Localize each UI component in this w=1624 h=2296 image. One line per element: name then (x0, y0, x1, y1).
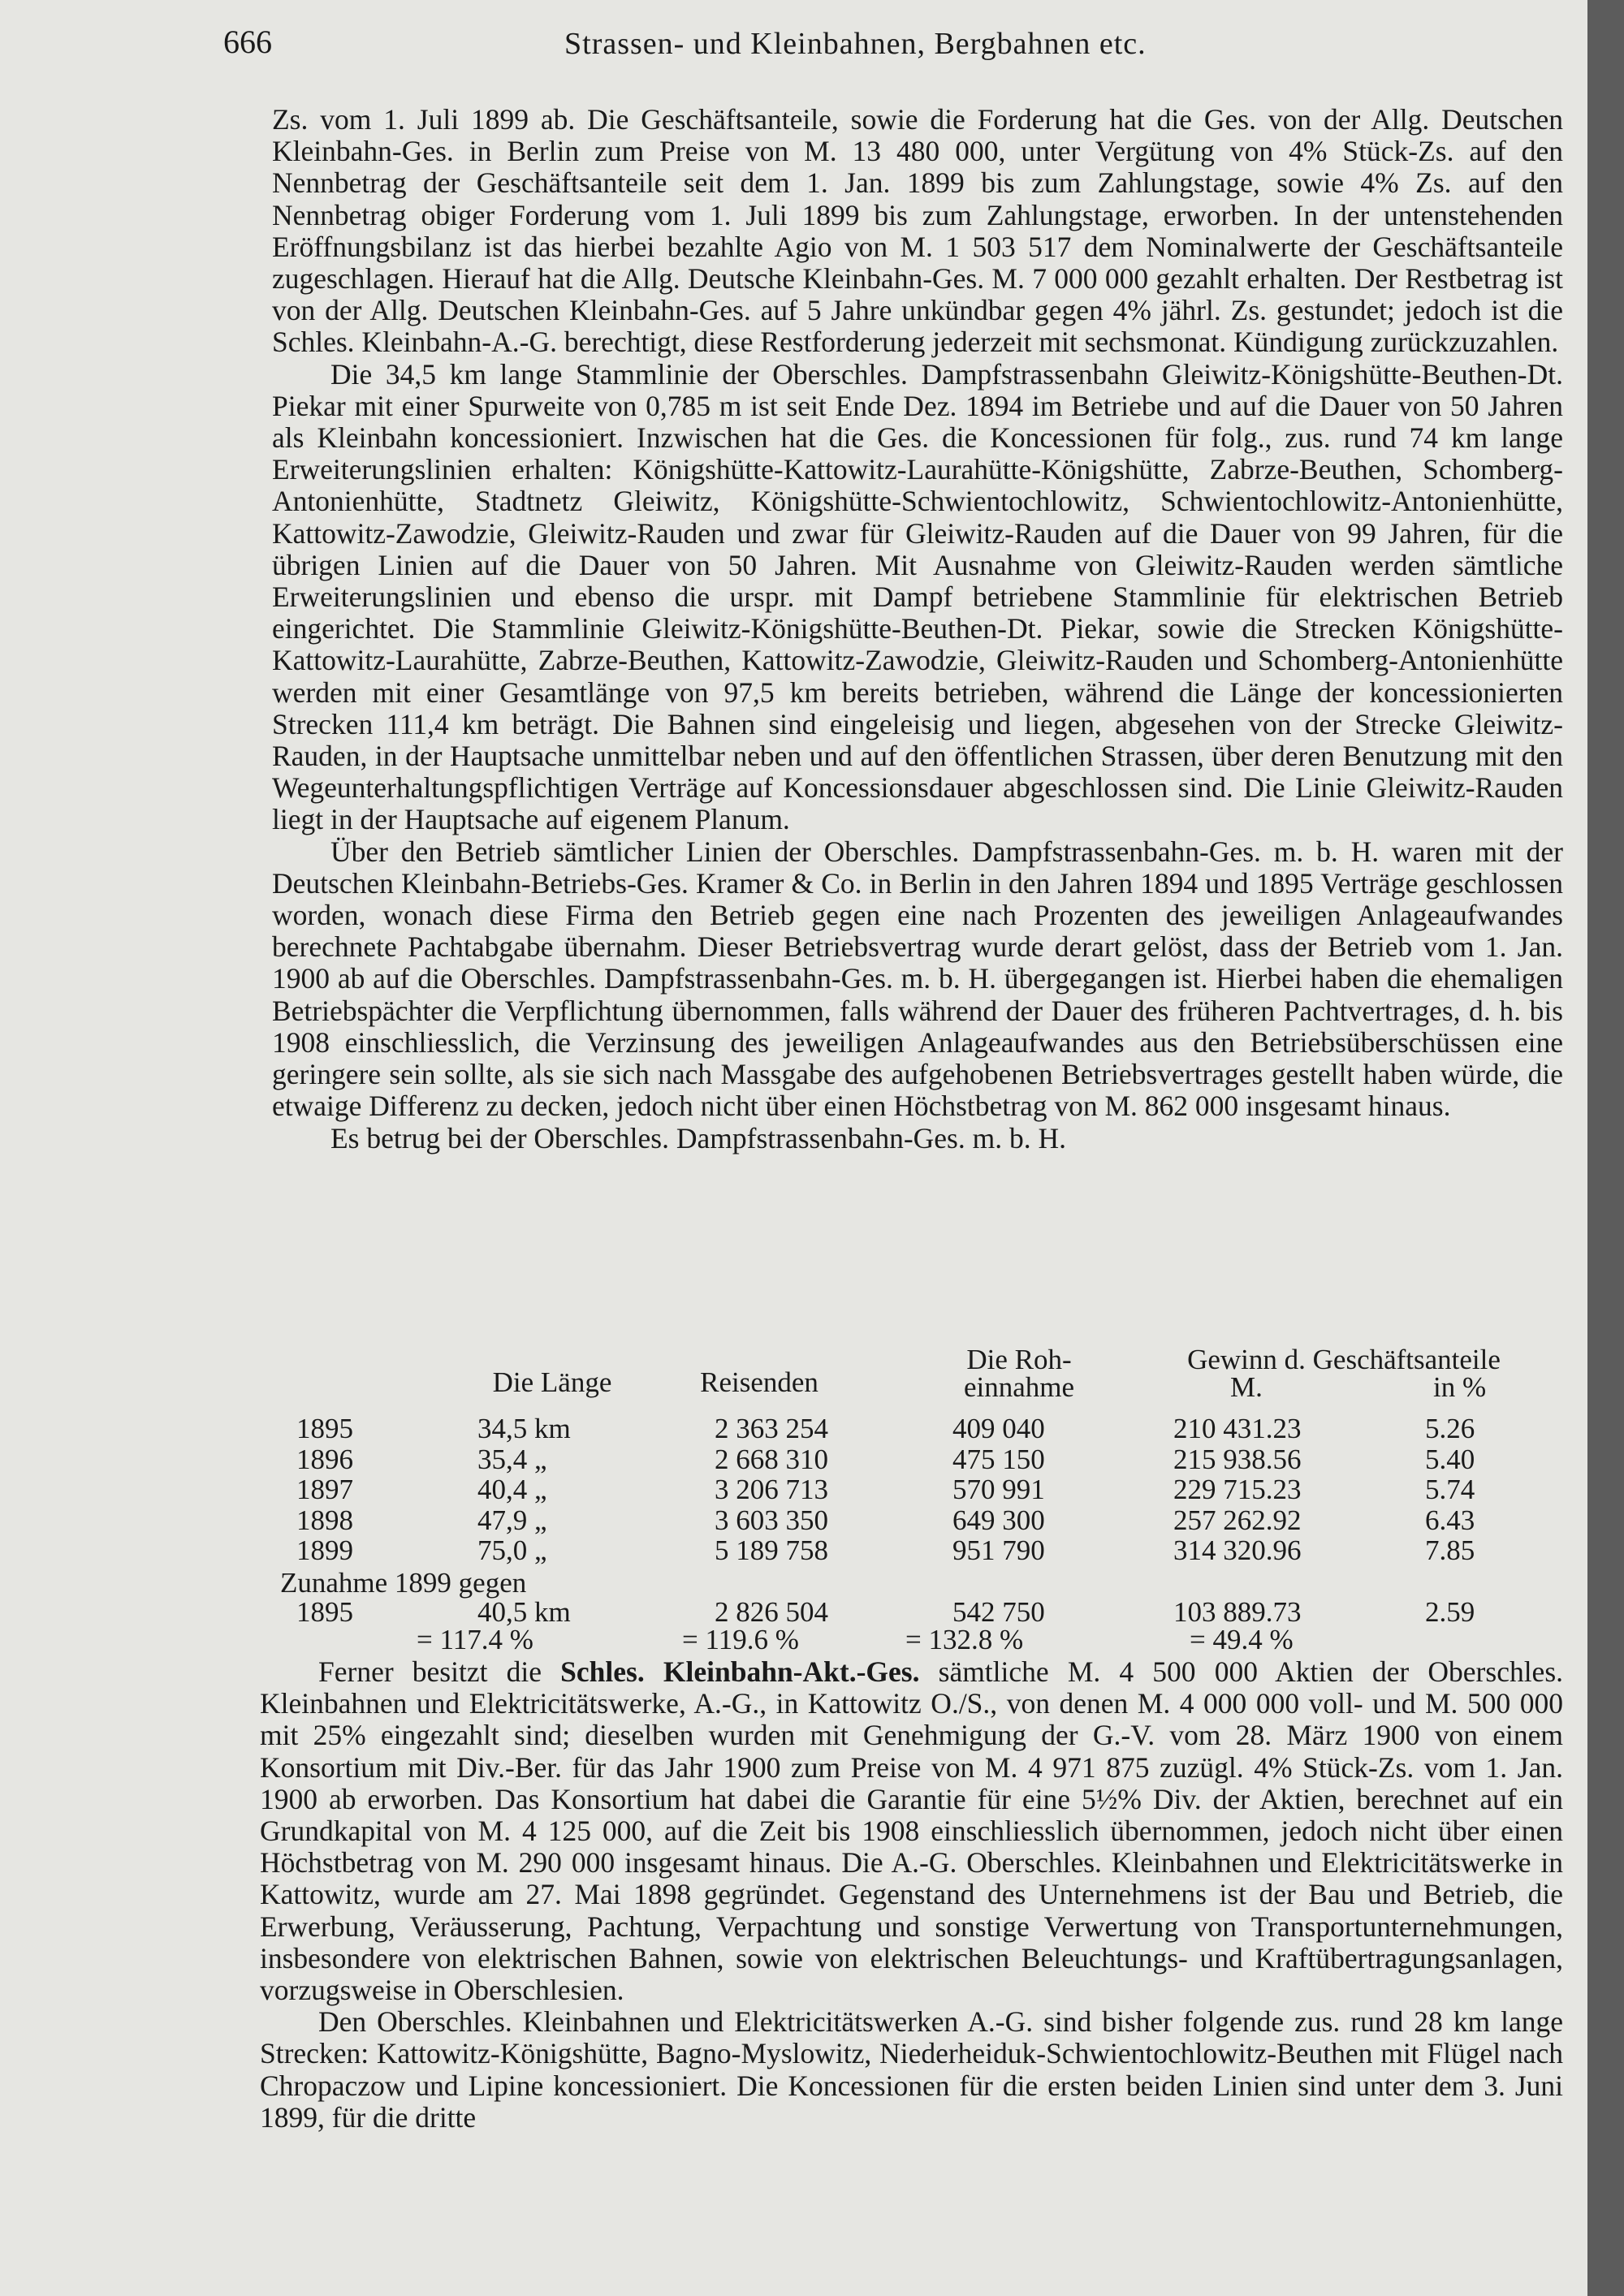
header-rohe-inahme (922, 1346, 1116, 1401)
increase-roh: 542 750 (952, 1596, 1045, 1628)
header-laenge: Die Länge (492, 1366, 612, 1398)
paragraph-ferner (260, 1656, 1563, 2006)
increase-label-row (272, 1567, 1571, 1598)
paragraph-es-betrug: Es betrug bei der Oberschles. Dampfstrassenbahn-Ges. m. b. H. (330, 1121, 1066, 1154)
ferner-rest: sämtliche M. 4 500 000 Aktien der Oberschles. Kleinbahnen und Elektricitätswerke, A.-G., in Kattowitz O./S., von denen M. 4 000 000 voll- und M. 500 000 mit 25% eingezahlt sind; dieselben wurden mit Genehmigung der G.-V. vom 28. März 1900 von einem Konsortium mit Div.-Ber. für das Jahr 1900 zum Preise von M. 4 971 875 zuzügl. 4% Stück-Zs. vom 1. Jan. 1900 ab erworben. Das Konsortium hat dabei die Garantie für eine 5½% Div. der Aktien, berechnet auf ein Grundkapital von M. 4 125 000, auf die Zeit bis 1908 einschliesslich übernommen, jedoch nicht über einen Höchstbetrag von M. 290 000 insgesamt hinaus. Die A.-G. Oberschles. Kleinbahnen und Elektricitätswerke in Kattowitz, wurde am 27. Mai 1898 gegründet. Gegenstand des Unternehmens ist der Bau und Betrieb, die Erwerbung, Veräusserung, Pachtung, Verpachtung und sonstige Verwertung von Transportunternehmungen, insbesondere von elektrischen Bahnen, sowie von elektrischen Beleuchtungs- und Kraftübertragungsanlagen, vorzugsweise in Oberschlesien. (260, 1655, 1564, 2007)
scan-edge (1587, 0, 1624, 2296)
cell-reisenden: 5 189 758 (715, 1534, 828, 1566)
increase-label: Zunahme 1899 gegen (280, 1567, 527, 1599)
cell-gewinn: 210 431.23 (1173, 1413, 1302, 1444)
statistics-table (272, 1344, 1571, 1655)
cell-length: 75,0 „ (477, 1534, 547, 1566)
increase-reisenden: 2 826 504 (715, 1596, 828, 1628)
cell-reisenden: 3 206 713 (715, 1474, 828, 1505)
cell-year: 1895 (296, 1413, 353, 1444)
header-gewinn-m: M. (1230, 1371, 1263, 1403)
table-row (272, 1504, 1571, 1535)
increase-gewinn: 103 889.73 (1173, 1596, 1302, 1628)
body-text-top (272, 104, 1563, 1154)
table-row (272, 1534, 1571, 1565)
company-name: Schles. Kleinbahn-Akt.-Ges. (560, 1655, 920, 1688)
cell-roh: 951 790 (952, 1534, 1045, 1566)
increase-pct-row (272, 1624, 1571, 1655)
paragraph-strecken: Den Oberschles. Kleinbahnen und Elektricitätswerken A.-G. sind bisher folgende zus. rund 28 km lange Strecken: Kattowitz-Königshütte, Bagno-Myslowitz, Niederheiduk-Schwientochlowitz-Beuthen mit Flügel nach Chropaczow und Lipine koncessioniert. Die Koncessionen für die ersten beiden Linien sind unter dem 3. Juni 1899, für die dritte (260, 2005, 1563, 2134)
cell-year: 1896 (296, 1443, 353, 1475)
cell-gewinn: 215 938.56 (1173, 1443, 1302, 1475)
header-gewinn-pct: in % (1433, 1371, 1487, 1403)
header-roh-line1: Die Roh- (966, 1344, 1072, 1375)
cell-pct: 5.74 (1425, 1474, 1475, 1505)
increase-year: 1895 (296, 1596, 353, 1628)
increase-pct-length: = 117.4 % (417, 1624, 533, 1655)
cell-reisenden: 2 363 254 (715, 1413, 828, 1444)
table-row (272, 1474, 1571, 1504)
cell-length: 34,5 km (477, 1413, 571, 1444)
header-reisenden: Reisenden (700, 1366, 818, 1398)
cell-gewinn: 257 262.92 (1173, 1504, 1302, 1536)
increase-row (272, 1596, 1571, 1627)
cell-pct: 6.43 (1425, 1504, 1475, 1536)
cell-roh: 570 991 (952, 1474, 1045, 1505)
increase-pct-reisenden: = 119.6 % (682, 1624, 799, 1655)
cell-roh: 649 300 (952, 1504, 1045, 1536)
cell-roh: 475 150 (952, 1443, 1045, 1475)
cell-pct: 5.40 (1425, 1443, 1475, 1475)
increase-pct-gewinn: = 49.4 % (1190, 1624, 1294, 1655)
table-row (272, 1444, 1571, 1474)
paragraph-stammlinie: Die 34,5 km lange Stammlinie der Oberschles. Dampfstrassenbahn Gleiwitz-Königshütte-Beuthen-Dt. Piekar mit einer Spurweite von 0,785 m ist seit Ende Dez. 1894 im Betriebe und auf die Dauer von 50 Jahren als Kleinbahn koncessioniert. Inzwischen hat die Ges. die Koncessionen für folg., zus. rund 74 km lange Erweiterungslinien erhalten: Königshütte-Kattowitz-Laurahütte-Königshütte, Zabrze-Beuthen, Schomberg-Antonienhütte, Stadtnetz Gleiwitz, Königshütte-Schwientochlowitz, Schwientochlowitz-Antonienhütte, Kattowitz-Zawodzie, Gleiwitz-Rauden und zwar für Gleiwitz-Rauden auf die Dauer von 99 Jahren, für die übrigen Linien auf die Dauer von 50 Jahren. Mit Ausnahme von Gleiwitz-Rauden werden sämtliche Erweiterungslinien und ebenso die urspr. mit Dampf betriebene Stammlinie für elektrischen Betrieb eingerichtet. Die Stammlinie Gleiwitz-Königshütte-Beuthen-Dt. Piekar, sowie die Strecken Königshütte-Kattowitz-Laurahütte, Zabrze-Beuthen, Kattowitz-Zawodzie, Gleiwitz-Rauden und Schomberg-Antonienhütte werden mit einer Gesamtlänge von 97,5 km bereits betrieben, während die Länge der koncessionierten Strecken 111,4 km beträgt. Die Bahnen sind eingeleisig und liegen, abgesehen von der Strecke Gleiwitz-Rauden, in der Hauptsache unmittelbar neben und auf den öffentlichen Strassen, über deren Benutzung mit den Wegeunterhaltungspflichtigen Verträge auf Koncessionsdauer abgeschlossen sind. Die Linie Gleiwitz-Rauden liegt in der Hauptsache auf eigenem Planum. (272, 357, 1563, 836)
cell-pct: 7.85 (1425, 1534, 1475, 1566)
header-gewinn (1116, 1346, 1571, 1405)
page-header (223, 23, 1490, 71)
running-title: Strassen- und Kleinbahnen, Bergbahnen etc. (564, 27, 1147, 61)
cell-gewinn: 314 320.96 (1173, 1534, 1302, 1566)
paragraph-zs: Zs. vom 1. Juli 1899 ab. Die Geschäftsanteile, sowie die Forderung hat die Ges. von der Allg. Deutschen Kleinbahn-Ges. in Berlin zum Preise von M. 13 480 000, unter Vergütung von 4% Stück-Zs. auf den Nennbetrag der Geschäftsanteile seit dem 1. Jan. 1899 bis zum Zahlungstage, sowie 4% Zs. auf den Nennbetrag obiger Forderung vom 1. Juli 1899 bis zum Zahlungstage, erworben. In der untenstehenden Eröffnungsbilanz ist das hierbei bezahlte Agio von M. 1 503 517 dem Nominalwerte der Geschäftsanteile zugeschlagen. Hierauf hat die Allg. Deutsche Kleinbahn-Ges. M. 7 000 000 gezahlt erhalten. Der Restbetrag ist von der Allg. Deutschen Kleinbahn-Ges. auf 5 Jahre unkündbar gegen 4% jährl. Zs. gestundet; jedoch ist die Schles. Kleinbahn-A.-G. berechtigt, diese Restforderung jederzeit mit sechsmonat. Kündigung zurückzuzahlen. (272, 103, 1563, 359)
cell-gewinn: 229 715.23 (1173, 1474, 1302, 1505)
cell-reisenden: 3 603 350 (715, 1504, 828, 1536)
cell-year: 1899 (296, 1534, 353, 1566)
increase-length: 40,5 km (477, 1596, 571, 1628)
paragraph-betrieb: Über den Betrieb sämtlicher Linien der Oberschles. Dampfstrassenbahn-Ges. m. b. H. waren mit der Deutschen Kleinbahn-Betriebs-Ges. Kramer & Co. in Berlin in den Jahren 1894 und 1895 Verträge geschlossen worden, wonach diese Firma den Betrieb gegen eine nach Prozenten des jeweiligen Anlageaufwandes berechnete Pachtabgabe übernahm. Dieser Betriebsvertrag wurde derart gelöst, dass der Betrieb vom 1. Jan. 1900 ab auf die Oberschles. Dampfstrassenbahn-Ges. m. b. H. übergegangen ist. Hierbei haben die ehemaligen Betriebspächter die Verpflichtung übernommen, falls während der Dauer des früheren Pachtvertrages, d. h. bis 1908 einschliesslich, die Verzinsung des jeweiligen Anlageaufwandes aus den Betriebsüberschüssen eine geringere sein sollte, als sie sich nach Massgabe des aufgehobenen Betriebsvertrages gestellt haben würde, die etwaige Differenz zu decken, jedoch nicht über einen Höchstbetrag von M. 862 000 insgesamt hinaus. (272, 835, 1563, 1123)
cell-roh: 409 040 (952, 1413, 1045, 1444)
cell-length: 35,4 „ (477, 1443, 547, 1475)
table-row (272, 1413, 1571, 1444)
header-gewinn-line1: Gewinn d. Geschäftsanteile (1187, 1344, 1501, 1375)
ferner-lead: Ferner besitzt die (318, 1655, 542, 1688)
cell-length: 40,4 „ (477, 1474, 547, 1505)
increase-pct: 2.59 (1425, 1596, 1475, 1628)
page-number: 666 (223, 24, 272, 60)
header-gewinn-line2 (1116, 1371, 1571, 1405)
body-text-bottom (260, 1656, 1563, 2134)
cell-year: 1898 (296, 1504, 353, 1536)
cell-year: 1897 (296, 1474, 353, 1505)
increase-pct-roh: = 132.8 % (905, 1624, 1024, 1655)
cell-reisenden: 2 668 310 (715, 1443, 828, 1475)
header-roh-line2: einnahme (963, 1371, 1075, 1403)
cell-length: 47,9 „ (477, 1504, 547, 1536)
cell-pct: 5.26 (1425, 1413, 1475, 1444)
